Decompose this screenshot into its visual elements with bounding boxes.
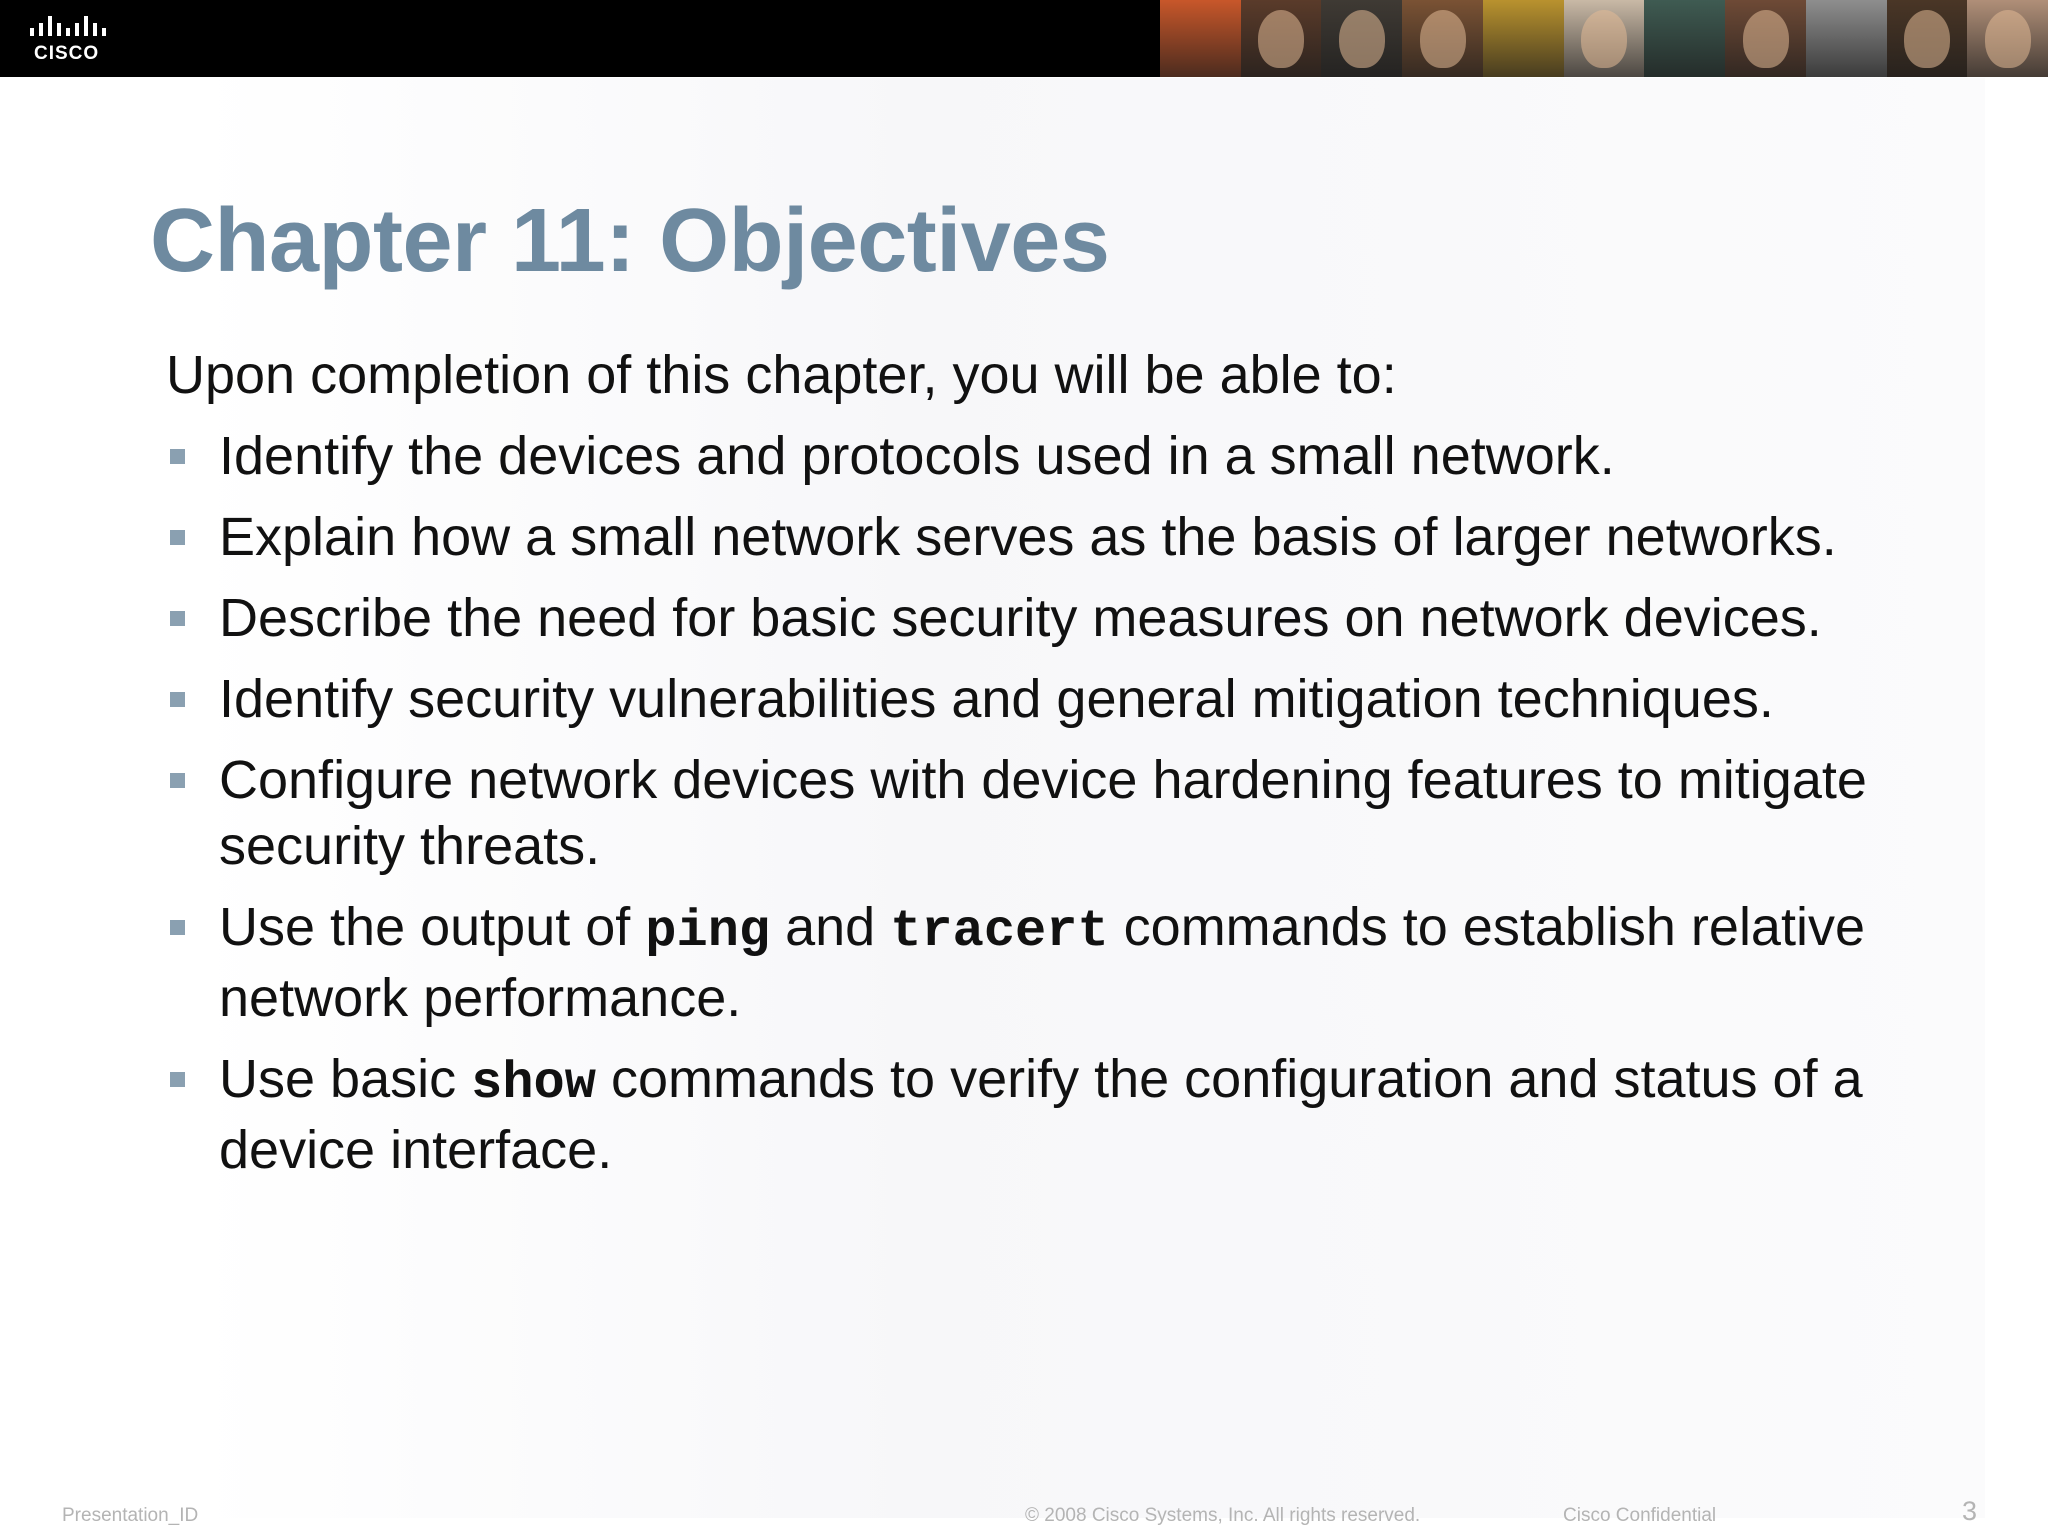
square-bullet-icon [170,920,185,935]
photo-man-blue-shirt [1887,0,1968,77]
list-item [166,894,1926,1031]
list-item [166,1046,1926,1183]
face-shape [1339,10,1385,68]
photo-man-cap [1967,0,2048,77]
face-shape [1743,10,1789,68]
cisco-logo-text: CISCO [34,43,100,64]
list-item [166,666,1926,732]
list-item-text: Configure network devices with device hardening features to mitigate security threats. [219,750,1867,876]
list-item-text: Identify the devices and protocols used in a small network. [219,426,1615,486]
square-bullet-icon [170,530,185,545]
list-item-text: Describe the need for basic security measures on network devices. [219,588,1822,648]
square-bullet-icon [170,1072,185,1087]
square-bullet-icon [170,692,185,707]
list-item-text: Explain how a small network serves as the basis of larger networks. [219,507,1837,567]
face-shape [1420,10,1466,68]
page-title: Chapter 11: Objectives [150,191,1110,291]
photo-texture [1160,0,1241,77]
list-item-text: Use the output of [219,897,646,957]
photo-chalkboard [1644,0,1725,77]
photo-man-smiling [1402,0,1483,77]
cisco-bridge-icon [28,14,118,42]
photo-gray-wall [1806,0,1887,77]
list-item-text: Use basic [219,1049,472,1109]
header-banner [0,0,2048,77]
square-bullet-icon [170,449,185,464]
show-command: show [471,1054,596,1113]
intro-text: Upon completion of this chapter, you will be able to: [166,345,1397,405]
photo-woman-dark-hair [1241,0,1322,77]
ping-command: ping [645,902,771,961]
square-bullet-icon [170,611,185,626]
list-item-text: commands to establish relative network performance. [219,897,1865,1028]
tracert-command: tracert [890,902,1109,961]
photo-gold-pattern [1483,0,1564,77]
list-item [166,747,1926,879]
list-item-text: and [770,897,891,957]
list-item-text: Identify security vulnerabilities and general mitigation techniques. [219,669,1774,729]
face-shape [1985,10,2031,68]
footer-presentation-id: Presentation_ID [62,1505,199,1526]
footer-copyright: © 2008 Cisco Systems, Inc. All rights reserved. [1025,1505,1421,1526]
photo-woman-smiling [1725,0,1806,77]
photo-strip [1160,0,2048,77]
list-item [166,504,1926,570]
face-shape [1258,10,1304,68]
face-shape [1581,10,1627,68]
page-number: 3 [1962,1496,1978,1526]
list-item [166,423,1926,489]
list-item [166,585,1926,651]
square-bullet-icon [170,773,185,788]
objectives-content [166,342,1926,1198]
cisco-logo [28,14,118,64]
objectives-list [166,423,1926,1183]
photo-woman-headscarf [1564,0,1645,77]
face-shape [1904,10,1950,68]
footer-confidential: Cisco Confidential [1563,1505,1717,1526]
photo-man-suit [1321,0,1402,77]
list-item-text: commands to verify the configuration and status of a device interface. [219,1049,1863,1180]
